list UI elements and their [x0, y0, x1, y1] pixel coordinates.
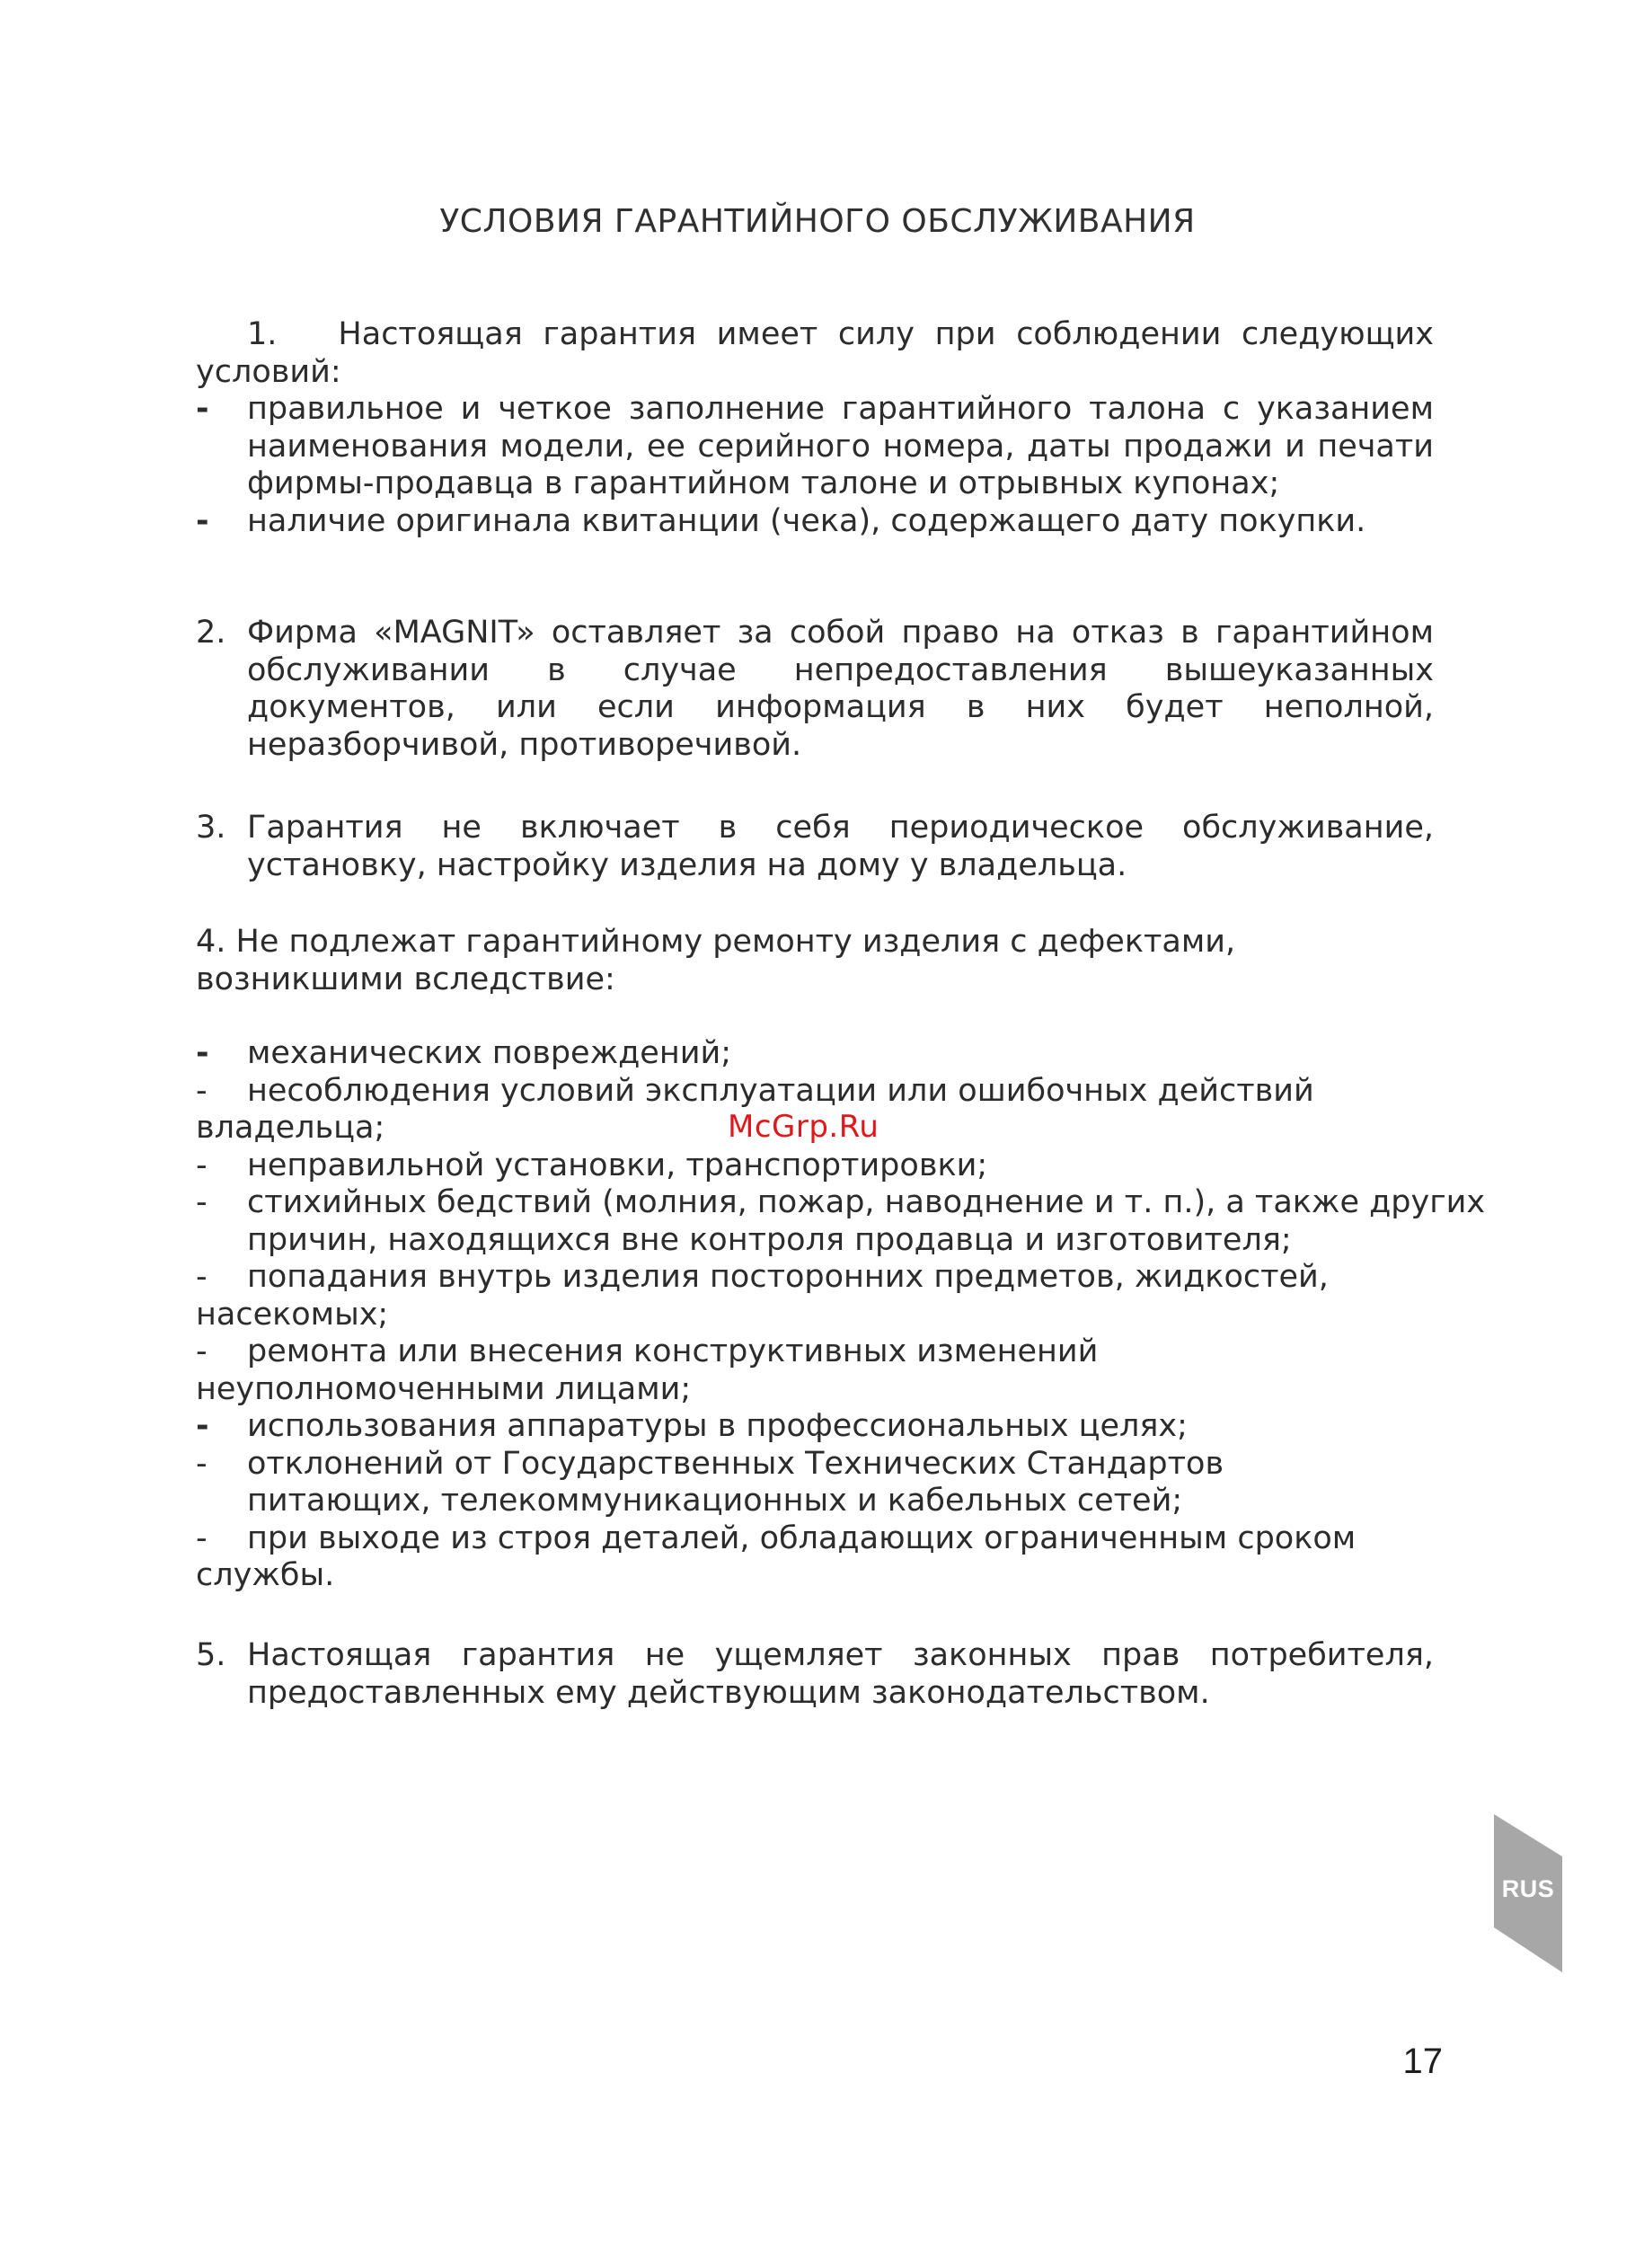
section-3: [196, 810, 1434, 884]
list-item-line: отклонений от Государственных Технических Стандартов: [247, 1445, 1224, 1482]
list-item: [196, 391, 1434, 503]
list-item-line-wrap: [196, 1259, 1434, 1297]
list-item-line: службы.: [196, 1557, 335, 1593]
list-item: [196, 1408, 1434, 1446]
section-4-line1: Не подлежат гарантийному ремонту изделия с дефектами,: [235, 924, 1236, 960]
section-1-intro-end: условий:: [196, 353, 341, 390]
list-item-line: попадания внутрь изделия посторонних предметов, жидкостей,: [247, 1259, 1329, 1295]
list-item-line: неправильной установки, транспортировки;: [247, 1147, 988, 1183]
page-number: 17: [1402, 2042, 1443, 2081]
list-item: [196, 1259, 1434, 1333]
list-item: [196, 1446, 1434, 1520]
page-title: УСЛОВИЯ ГАРАНТИЙНОГО ОБСЛУЖИВАНИЯ: [439, 203, 1196, 240]
list-item-line: механических повреждений;: [247, 1035, 732, 1071]
section-5: [196, 1637, 1434, 1712]
bullet-dash: -: [196, 1184, 208, 1220]
paragraph-line: документов, или если информация в них будет неполной,: [247, 689, 1434, 725]
section-4-line2: возникшими вследствие:: [196, 961, 615, 997]
paragraph-line: Гарантия не включает в себя периодическое обслуживание,: [247, 810, 1434, 846]
bullet-dash: -: [196, 1519, 208, 1556]
section-2-number: 2.: [196, 615, 226, 651]
list-item-line: фирмы-продавца в гарантийном талоне и отрывных купонах;: [247, 465, 1280, 501]
bullet-dash: -: [196, 1445, 208, 1482]
section-4-heading: [196, 924, 1434, 961]
paragraph-line: установку, настройку изделия на дому у владельца.: [247, 846, 1127, 883]
list-item-line-wrap: [196, 1520, 1434, 1558]
watermark: McGrp.Ru: [728, 1109, 879, 1145]
list-item-line: правильное и четкое заполнение гарантийного талона с указанием: [247, 391, 1434, 427]
list-item-line: наименования модели, ее серийного номера, даты продажи и печати: [247, 428, 1434, 465]
list-item-line: питающих, телекоммуникационных и кабельных сетей;: [247, 1483, 1183, 1519]
paragraph-line: неразборчивой, противоречивой.: [247, 726, 802, 763]
bullet-dash: -: [196, 502, 209, 539]
bullet-dash: -: [196, 1333, 208, 1369]
section-4-number: 4.: [196, 924, 226, 960]
numbered-paragraph: [196, 615, 1434, 764]
list-item-line: несоблюдения условий эксплуатации или ошибочных действий: [247, 1072, 1314, 1109]
bullet-dash: -: [196, 391, 209, 427]
list-item-line-wrap: [196, 1073, 1434, 1111]
list-item-line: использования аппаратуры в профессиональных целях;: [247, 1408, 1188, 1444]
list-item-line: насекомых;: [196, 1296, 389, 1333]
section-1-number: 1.: [247, 316, 278, 352]
paragraph-line: предоставленных ему действующим законодательством.: [247, 1674, 1210, 1711]
bullet-dash: -: [196, 1147, 208, 1183]
section-5-number: 5.: [196, 1637, 226, 1673]
list-item-line: неуполномоченными лицами;: [196, 1370, 692, 1407]
bullet-dash: -: [196, 1035, 209, 1071]
section-2: [196, 615, 1434, 764]
bullet-dash: -: [196, 1259, 208, 1295]
list-item-line: наличие оригинала квитанции (чека), содержащего дату покупки.: [247, 502, 1366, 539]
language-tab-label: RUS: [1501, 1875, 1555, 1902]
section-4: [196, 924, 1486, 1595]
section-1: [196, 316, 1434, 540]
bullet-dash: -: [196, 1072, 208, 1109]
list-item: [196, 1184, 1486, 1259]
list-item: [196, 1147, 1434, 1185]
list-item-line: ремонта или внесения конструктивных изменений: [247, 1333, 1099, 1369]
list-item-line: причин, находящихся вне контроля продавца и изготовителя;: [247, 1221, 1292, 1258]
numbered-paragraph: [196, 1637, 1434, 1712]
paragraph-line: обслуживании в случае непредоставления вышеуказанных: [247, 651, 1434, 688]
list-item: [196, 1333, 1434, 1408]
list-item-line-wrap: [196, 1333, 1434, 1371]
paragraph-line: Фирма «MAGNIT» оставляет за собой право на отказ в гарантийном: [247, 615, 1434, 651]
list-item-line: стихийных бедствий (молния, пожар, наводнение и т. п.), а также других: [247, 1184, 1486, 1220]
list-item: [196, 1520, 1434, 1595]
section-3-number: 3.: [196, 810, 226, 846]
section-1-intro: [196, 316, 1434, 354]
numbered-paragraph: [196, 810, 1434, 884]
list-item: [196, 1035, 1434, 1073]
paragraph-line: Настоящая гарантия не ущемляет законных прав потребителя,: [247, 1637, 1434, 1673]
list-item: [196, 503, 1434, 541]
bullet-dash: -: [196, 1408, 209, 1444]
list-item-line: при выходе из строя деталей, обладающих ограниченным сроком: [247, 1519, 1357, 1556]
list-item-line: владельца;: [196, 1110, 385, 1146]
section-1-intro-text: Настоящая гарантия имеет силу при соблюдении следующих: [338, 316, 1434, 352]
